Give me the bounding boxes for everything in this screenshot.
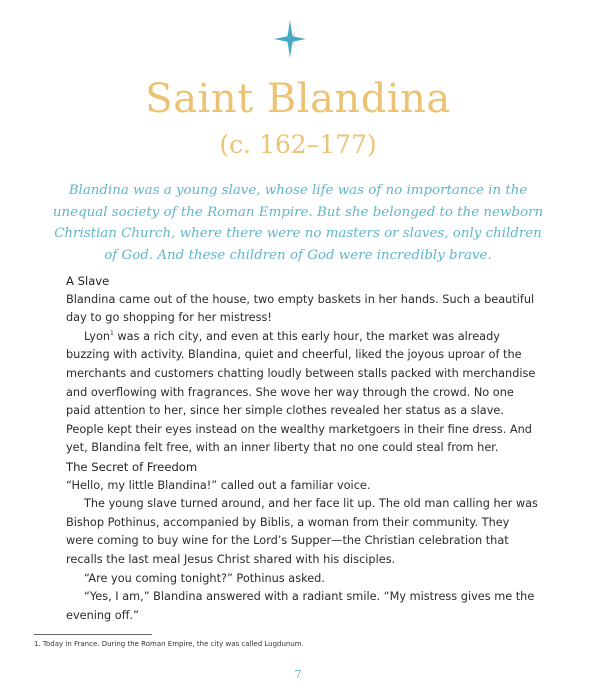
paragraph: “Are you coming tonight?” Pothinus asked.: [84, 571, 325, 585]
paragraph: The young slave turned around, and her face lit up. The old man calling her was Bishop Pothinus, accompanied by Biblis, a woman from their community. They were coming to buy wine for the Lord’s Supper—the Christian celebration that recalls the last meal Jesus Christ shared with his disciples.: [66, 497, 538, 566]
section-heading: The Secret of Freedom: [66, 460, 198, 474]
paragraph-text: was a rich city, and even at this early hour, the market was already buzzing with activity. Blandina, quiet and cheerful, liked the joyous uproar of the merchants and customers chatting loudly between stalls packed with merchandise and overflowing with fragrances. She wove her way through the crowd. No one paid attention to her, since her simple clothes revealed her status as a slave. People kept their eyes instead on the wealthy marketgoers in their fine dress. And yet, Blandina felt free, with an inner liberty that no one could steal from her.: [66, 329, 536, 455]
paragraph: [66, 328, 540, 458]
paragraph-text: Lyon: [84, 329, 111, 343]
intro-paragraph: Blandina was a young slave, whose life was of no importance in the unequal society of the Roman Empire. But she belonged to the newborn Christian Church, where there were no masters or slaves, only children of God. And these children of God were incredibly brave.: [52, 183, 544, 263]
paragraph: “Hello, my little Blandina!” called out a familiar voice.: [66, 478, 371, 492]
paragraph: “Yes, I am,” Blandina answered with a radiant smile. “My mistress gives me the evening off.”: [66, 590, 535, 622]
page-title: Saint Blandina: [145, 76, 451, 122]
footnote-divider: [34, 634, 152, 635]
section-a-slave: [66, 272, 540, 458]
section-heading: A Slave: [66, 274, 110, 288]
page-number: 7: [294, 668, 302, 681]
paragraph: Blandina came out of the house, two empty baskets in her hands. Such a beautiful day to go shopping for her mistress!: [66, 292, 535, 325]
section-secret-of-freedom: [66, 458, 540, 625]
footnote-marker[interactable]: 1: [110, 330, 114, 338]
life-dates: (c. 162–177): [219, 130, 377, 159]
star-icon: [274, 20, 306, 58]
footnote: 1. Today in France. During the Roman Empire, the city was called Lugdunum.: [34, 640, 304, 648]
